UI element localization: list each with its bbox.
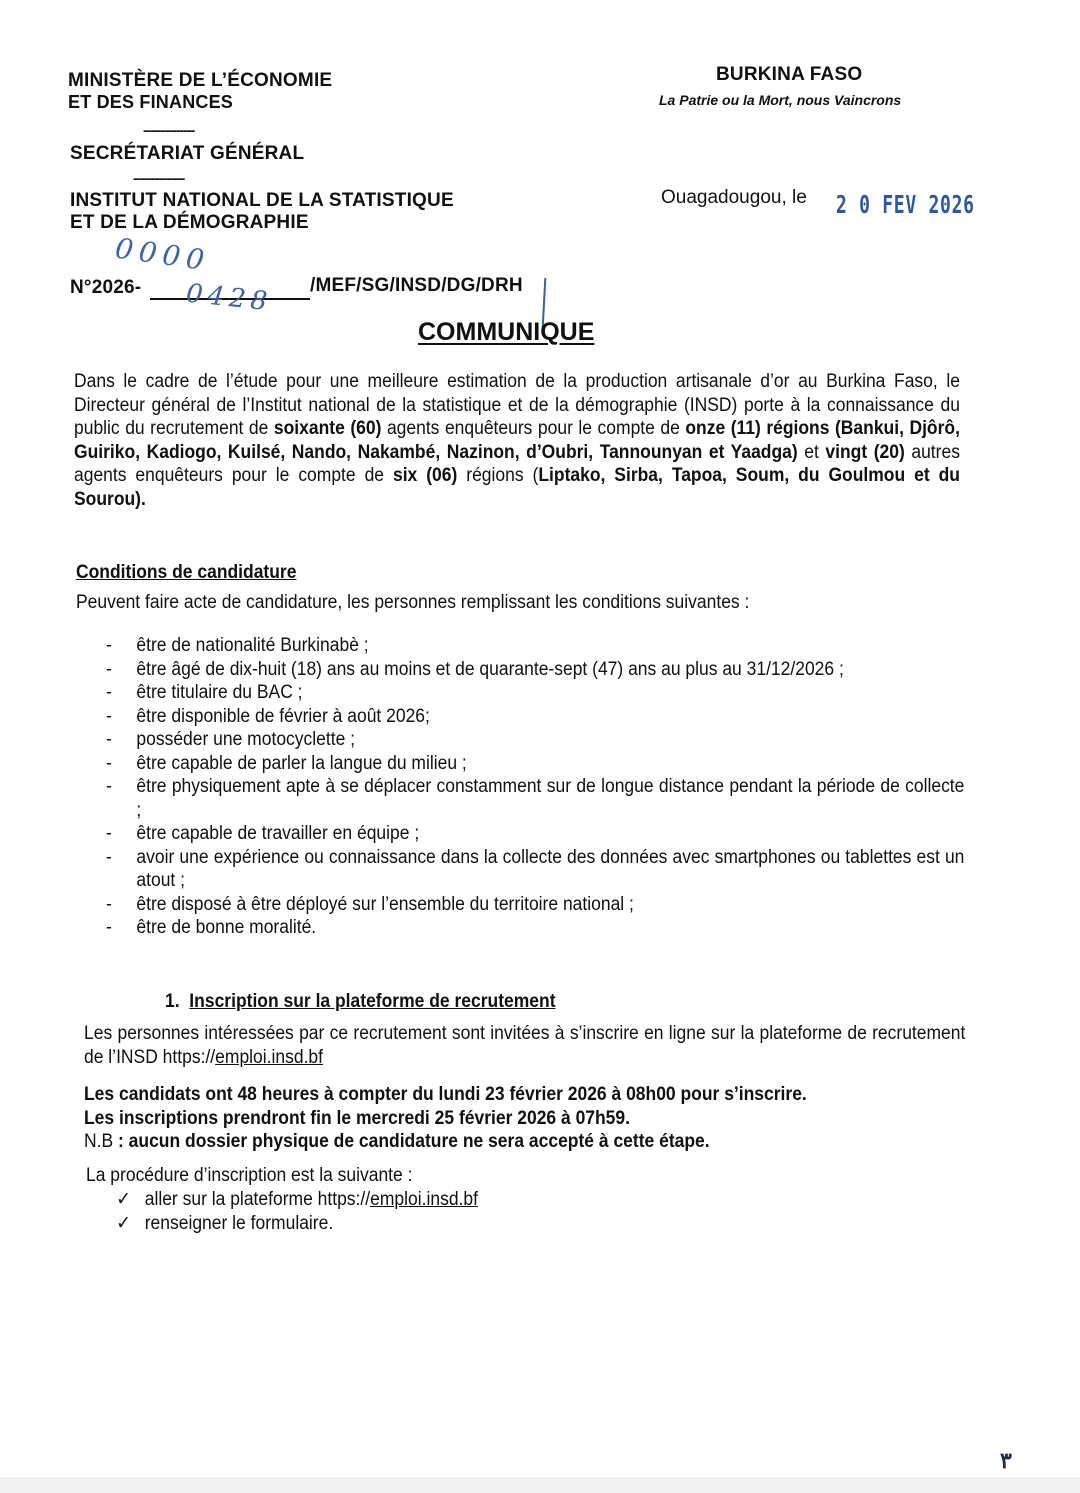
page-bottom-edge bbox=[0, 1477, 1080, 1493]
intro-paragraph bbox=[74, 370, 960, 511]
reference-prefix: N°2026- bbox=[70, 277, 142, 298]
date-stamp: 2 0 FEV 2026 bbox=[836, 190, 975, 219]
conditions-heading: Conditions de candidature bbox=[76, 562, 297, 583]
step-text: renseigner le formulaire. bbox=[144, 1212, 334, 1234]
ministry-line1: MINISTÈRE DE L’ÉCONOMIE bbox=[68, 70, 333, 91]
registration-start: Les candidats ont 48 heures à compter du lundi 23 février 2026 à 08h00 pour s’inscrire. bbox=[84, 1084, 807, 1105]
place-label: Ouagadougou, le bbox=[661, 187, 807, 208]
intro-text: et bbox=[797, 441, 826, 463]
separator: -------------- bbox=[133, 170, 185, 186]
procedure-lead: La procédure d’inscription est la suivante : bbox=[86, 1165, 413, 1186]
check-icon: ✓ bbox=[116, 1212, 131, 1234]
intro-bold: soixante (60) bbox=[273, 418, 382, 439]
national-motto: La Patrie ou la Mort, nous Vaincrons bbox=[659, 92, 902, 108]
handwritten-reference-bottom: 0428 bbox=[184, 278, 274, 318]
conditions-list bbox=[72, 634, 964, 940]
document-title: COMMUNIQUE bbox=[418, 318, 595, 346]
check-icon: ✓ bbox=[116, 1189, 131, 1210]
platform-link[interactable]: emploi.insd.bf bbox=[215, 1046, 324, 1068]
intro-bold: vingt (20) bbox=[825, 441, 905, 463]
reference-suffix: /MEF/SG/INSD/DG/DRH bbox=[310, 275, 523, 296]
condition-item: - être capable de travailler en équipe ; bbox=[72, 822, 964, 846]
platform-link[interactable]: emploi.insd.bf bbox=[370, 1189, 478, 1210]
ministry-line2: ET DES FINANCES bbox=[68, 92, 234, 112]
intro-bold: onze (11) régions (Bankui, Djôrô, Guiriko, Kadiogo, Kuilsé, Nando, Nakambé, Nazinon, d’Oubri, Tannounyan et Yaadga) bbox=[74, 418, 960, 463]
separator: -------------- bbox=[143, 122, 195, 138]
intro-text: agents enquêteurs pour le compte de bbox=[381, 418, 686, 439]
registration-end: Les inscriptions prendront fin le mercredi 25 février 2026 à 07h59. bbox=[84, 1107, 630, 1129]
condition-item: - être titulaire du BAC ; bbox=[72, 681, 964, 705]
institute-name bbox=[70, 190, 454, 234]
institute-line2: ET DE LA DÉMOGRAPHIE bbox=[70, 212, 309, 233]
procedure-step bbox=[84, 1212, 912, 1236]
condition-item: - posséder une motocyclette ; bbox=[72, 728, 964, 752]
procedure-step bbox=[84, 1188, 912, 1212]
handwritten-reference-top: 0000 bbox=[113, 231, 213, 278]
condition-item: - être de bonne moralité. bbox=[72, 916, 964, 940]
condition-item: - être âgé de dix-huit (18) ans au moins et de quarante-sept (47) ans au plus au 31/12/2026 ; bbox=[72, 658, 964, 682]
condition-item: - être physiquement apte à se déplacer constamment sur de longue distance pendant la période de collecte ; bbox=[72, 775, 964, 822]
conditions-lead: Peuvent faire acte de candidature, les personnes remplissant les conditions suivantes : bbox=[76, 592, 750, 613]
condition-item: - être disponible de février à août 2026; bbox=[72, 705, 964, 729]
intro-bold: Liptako, Sirba, Tapoa, Soum, du Goulmou et du Sourou). bbox=[74, 465, 960, 510]
paragraph-text: Les personnes intéressées par ce recrutement sont invitées à s’inscrire en ligne sur la plateforme de recrutement de l’INSD https:// bbox=[84, 1023, 966, 1068]
intro-bold: six (06) bbox=[392, 465, 458, 486]
condition-item: - être de nationalité Burkinabè ; bbox=[72, 634, 964, 658]
section-1-paragraph bbox=[84, 1022, 965, 1069]
condition-item: - avoir une expérience ou connaissance dans la collecte des données avec smartphones ou tablettes est un atout ; bbox=[72, 846, 964, 893]
procedure-steps bbox=[84, 1188, 912, 1235]
intro-text: régions ( bbox=[457, 465, 539, 486]
section-title: Inscription sur la plateforme de recrutement bbox=[189, 991, 556, 1012]
secretariat-name: SECRÉTARIAT GÉNÉRAL bbox=[70, 143, 305, 164]
page-number-mark: ٣ bbox=[1000, 1448, 1012, 1473]
intro-text: autres agents enquêteurs pour le compte de bbox=[74, 441, 960, 486]
registration-deadlines bbox=[84, 1083, 1004, 1154]
section-number: 1. bbox=[165, 991, 180, 1012]
intro-text: Dans le cadre de l’étude pour une meilleure estimation de la production artisanale d’or au Burkina Faso, le Directeur général de l’Institut national de la statistique et de la démographie (INSD) porte à la connaissance du public du recrutement de bbox=[74, 371, 960, 439]
condition-item: - être disposé à être déployé sur l’ensemble du territoire national ; bbox=[72, 893, 964, 917]
condition-item: - être capable de parler la langue du milieu ; bbox=[72, 752, 964, 776]
ministry-name bbox=[68, 70, 332, 113]
institute-line1: INSTITUT NATIONAL DE LA STATISTIQUE bbox=[70, 190, 454, 211]
section-1-heading bbox=[165, 990, 556, 1014]
nb-note bbox=[84, 1130, 1004, 1154]
step-text: aller sur la plateforme https:// bbox=[144, 1189, 371, 1210]
nb-label: N.B bbox=[84, 1131, 114, 1152]
country-name: BURKINA FASO bbox=[716, 64, 863, 85]
nb-text: : aucun dossier physique de candidature ne sera accepté à cette étape. bbox=[113, 1131, 710, 1152]
